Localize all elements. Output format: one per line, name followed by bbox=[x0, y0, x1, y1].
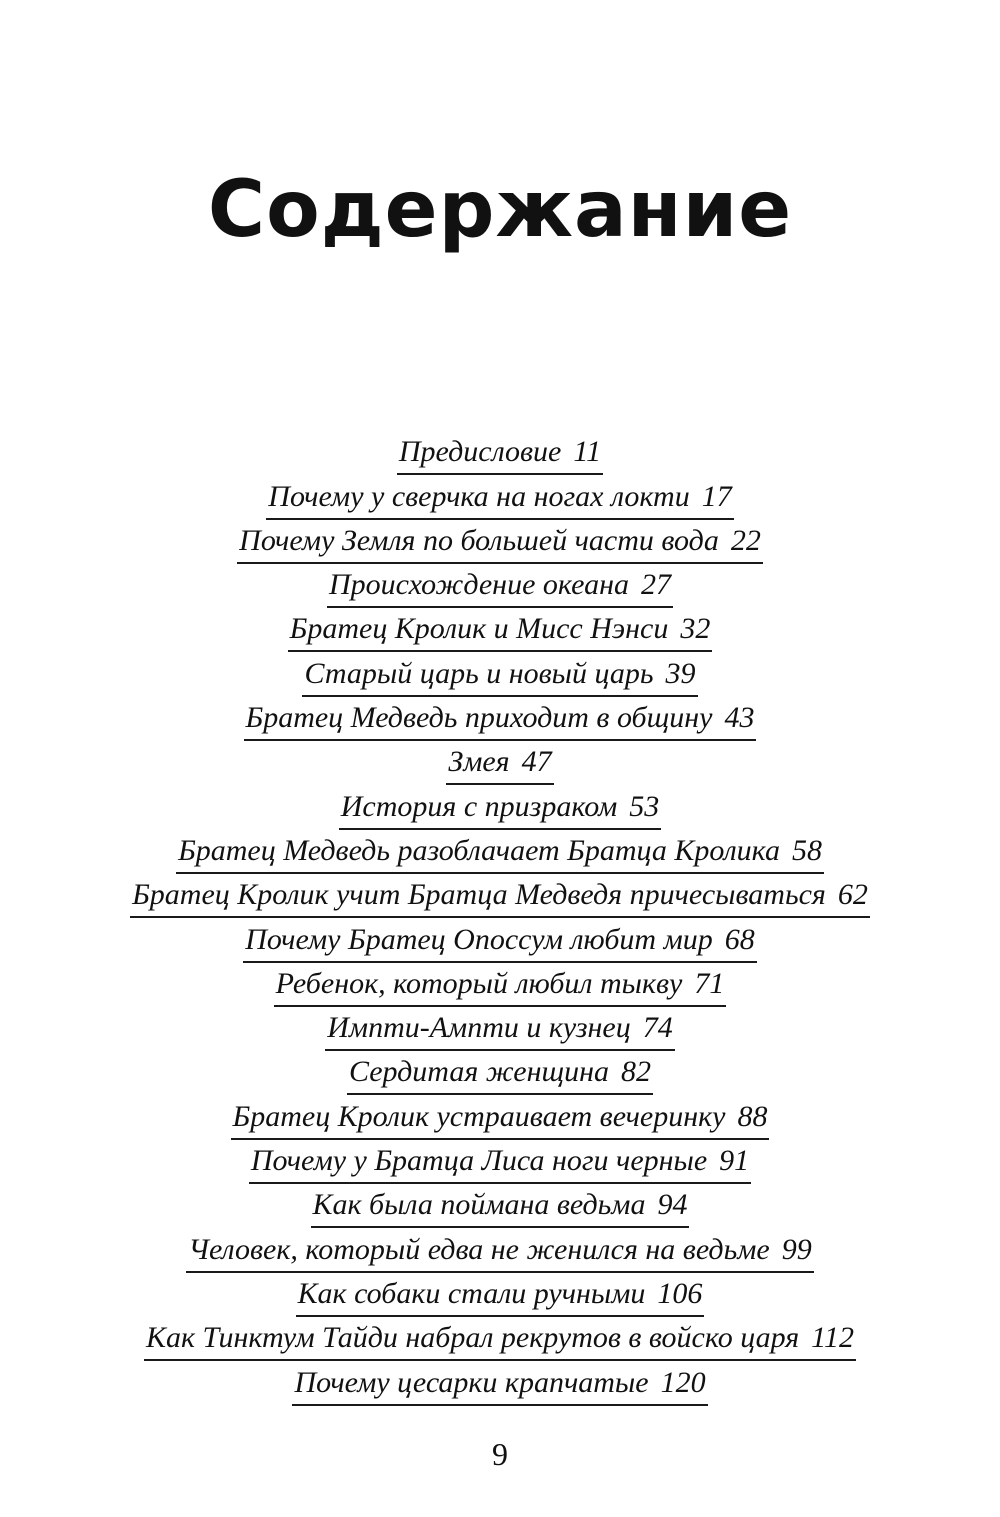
toc-entry-page: 11 bbox=[573, 435, 602, 469]
toc-entry bbox=[0, 1228, 1000, 1272]
toc-entry-page: 71 bbox=[694, 966, 725, 1000]
toc-entry bbox=[0, 1184, 1000, 1228]
toc-entry-page: 106 bbox=[657, 1276, 703, 1310]
toc-entry bbox=[0, 1317, 1000, 1361]
toc-link[interactable] bbox=[339, 789, 662, 830]
toc-entry bbox=[0, 608, 1000, 652]
toc-link[interactable] bbox=[176, 833, 824, 874]
toc-entry-page: 82 bbox=[621, 1055, 652, 1089]
table-of-contents bbox=[0, 431, 1000, 1406]
toc-entry-title: Братец Медведь приходит в общину bbox=[245, 701, 713, 735]
toc-link[interactable] bbox=[243, 922, 756, 963]
toc-entry-page: 27 bbox=[640, 568, 671, 602]
toc-entry-page: 68 bbox=[724, 922, 755, 956]
toc-entry bbox=[0, 431, 1000, 475]
toc-entry-title: Импти-Ампти и кузнец bbox=[327, 1011, 631, 1045]
toc-entry bbox=[0, 741, 1000, 785]
toc-entry bbox=[0, 963, 1000, 1007]
toc-entry-page: 17 bbox=[701, 479, 732, 513]
toc-entry bbox=[0, 1007, 1000, 1051]
toc-link[interactable] bbox=[266, 479, 733, 520]
toc-entry bbox=[0, 1273, 1000, 1317]
toc-entry-page: 99 bbox=[781, 1232, 812, 1266]
toc-entry-title: Почему у Братца Лиса ноги черные bbox=[250, 1144, 708, 1178]
toc-link[interactable] bbox=[237, 523, 763, 564]
toc-entry-page: 32 bbox=[680, 612, 711, 646]
toc-link[interactable] bbox=[325, 1013, 674, 1051]
toc-entry-page: 58 bbox=[791, 833, 822, 867]
toc-entry bbox=[0, 874, 1000, 918]
toc-link[interactable] bbox=[311, 1190, 690, 1228]
toc-entry-page: 112 bbox=[811, 1321, 854, 1355]
toc-entry-title: Почему цесарки крапчатые bbox=[294, 1365, 649, 1399]
toc-link[interactable] bbox=[347, 1057, 653, 1095]
toc-entry-title: Братец Кролик и Мисс Нэнси bbox=[289, 612, 669, 646]
toc-entry bbox=[0, 520, 1000, 564]
toc-entry-title: Как была поймана ведьма bbox=[312, 1188, 646, 1222]
toc-entry-page: 53 bbox=[629, 789, 660, 823]
toc-entry-title: Старый царь и новый царь bbox=[304, 656, 654, 690]
toc-entry-title: Как Тинктум Тайди набрал рекрутов в войско царя bbox=[146, 1321, 800, 1355]
toc-entry-title: Братец Кролик устраивает вечеринку bbox=[232, 1099, 726, 1133]
toc-entry-title: Почему у сверчка на ногах локти bbox=[268, 479, 690, 513]
toc-entry-title: Братец Медведь разоблачает Братца Кролика bbox=[178, 833, 780, 867]
toc-entry bbox=[0, 564, 1000, 608]
toc-entry bbox=[0, 475, 1000, 519]
toc-link[interactable] bbox=[186, 1232, 813, 1273]
toc-entry bbox=[0, 652, 1000, 696]
toc-entry bbox=[0, 1051, 1000, 1095]
toc-link[interactable] bbox=[144, 1323, 856, 1361]
toc-entry-title: Происхождение океана bbox=[329, 568, 629, 602]
toc-entry bbox=[0, 1361, 1000, 1405]
toc-entry bbox=[0, 830, 1000, 874]
toc-entry-title: Почему Братец Опоссум любит мир bbox=[245, 922, 713, 956]
toc-entry bbox=[0, 785, 1000, 829]
toc-entry-title: Человек, который едва не женился на ведьме bbox=[188, 1232, 770, 1266]
toc-link[interactable] bbox=[288, 614, 713, 652]
toc-link[interactable] bbox=[130, 880, 870, 918]
toc-entry-page: 94 bbox=[657, 1188, 688, 1222]
page-title: Содержание bbox=[207, 165, 793, 256]
toc-link[interactable] bbox=[292, 1365, 707, 1406]
toc-link[interactable] bbox=[302, 656, 697, 697]
toc-entry-page: 74 bbox=[642, 1011, 673, 1045]
toc-entry-page: 120 bbox=[660, 1365, 706, 1399]
toc-entry bbox=[0, 1095, 1000, 1139]
toc-entry-page: 22 bbox=[730, 523, 761, 557]
toc-link[interactable] bbox=[397, 437, 603, 475]
toc-entry-page: 43 bbox=[724, 701, 755, 735]
toc-entry-page: 88 bbox=[737, 1099, 768, 1133]
toc-entry-title: Братец Кролик учит Братца Медведя причесываться bbox=[132, 878, 826, 912]
toc-entry bbox=[0, 918, 1000, 962]
toc-entry-title: История с призраком bbox=[340, 789, 618, 823]
toc-link[interactable] bbox=[327, 570, 673, 608]
toc-entry-title: Как собаки стали ручными bbox=[297, 1276, 646, 1310]
toc-entry-title: Предисловие bbox=[398, 435, 562, 469]
toc-link[interactable] bbox=[244, 703, 757, 741]
page-number: 9 bbox=[492, 1436, 508, 1472]
toc-entry-page: 62 bbox=[837, 878, 868, 912]
toc-entry-title: Змея bbox=[448, 745, 510, 779]
toc-entry-title: Ребенок, который любил тыкву bbox=[275, 966, 683, 1000]
toc-entry-title: Почему Земля по большей части вода bbox=[239, 523, 719, 557]
toc-entry-page: 91 bbox=[719, 1144, 750, 1178]
toc-link[interactable] bbox=[446, 747, 553, 785]
toc-link[interactable] bbox=[296, 1276, 705, 1317]
toc-link[interactable] bbox=[274, 966, 727, 1007]
toc-entry-page: 39 bbox=[665, 656, 696, 690]
toc-link[interactable] bbox=[231, 1099, 770, 1140]
toc-entry bbox=[0, 1140, 1000, 1184]
toc-entry-title: Сердитая женщина bbox=[348, 1055, 610, 1089]
toc-entry-page: 47 bbox=[521, 745, 552, 779]
toc-entry bbox=[0, 697, 1000, 741]
toc-link[interactable] bbox=[249, 1146, 751, 1184]
